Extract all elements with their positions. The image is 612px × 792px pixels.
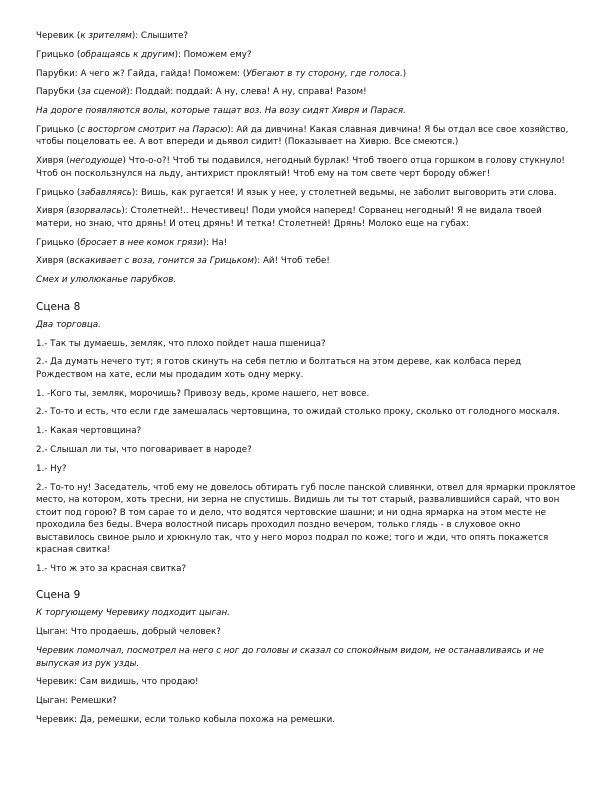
dialogue-text: Хивря ( [36, 256, 70, 267]
stage-direction-text: за сценой [80, 87, 127, 98]
dialogue-text: ) [402, 68, 407, 79]
dialogue-text: 1.- Что ж это за красная свитка? [36, 563, 187, 574]
dialogue-text: Черевик: Да, ремешки, если только кобыла похожа на ремешки. [36, 714, 335, 725]
dialogue-text: Хивря ( [36, 156, 70, 167]
script-paragraph [36, 676, 576, 689]
script-paragraph [36, 49, 576, 62]
script-paragraph [36, 255, 576, 268]
script-paragraph [36, 607, 576, 620]
dialogue-text: Грицько ( [36, 187, 81, 198]
dialogue-text: Цыган: Что продаешь, добрый человек? [36, 627, 221, 638]
stage-direction-text: забавляясь [80, 187, 132, 198]
script-paragraph [36, 237, 576, 250]
dialogue-text: 2.- То-то и есть, что если где замешалась чертовщина, то ожидай столько проку, сколько от голодного москаля. [36, 407, 560, 418]
dialogue-text: Грицько ( [36, 124, 81, 135]
dialogue-text: ): Поможем ему? [174, 49, 252, 60]
script-page [36, 30, 576, 733]
stage-direction-text: Убегают в ту сторону, где голоса. [246, 68, 403, 79]
stage-direction-text: обращаясь к другим [80, 49, 175, 60]
script-paragraph [36, 425, 576, 438]
dialogue-text: Сцена 9 [36, 589, 81, 602]
script-paragraph [36, 714, 576, 727]
dialogue-text: Парубки: А чего ж? Гайда, гайда! Поможем: ( [36, 68, 247, 79]
script-paragraph [36, 626, 576, 639]
script-paragraph [36, 406, 576, 419]
dialogue-text: ): На! [202, 237, 228, 248]
script-paragraph [36, 86, 576, 99]
script-paragraph [36, 68, 576, 81]
dialogue-text: Грицько ( [36, 237, 81, 248]
dialogue-text: Черевик: Сам видишь, что продаю! [36, 677, 199, 688]
dialogue-text: ) Что-о-о?! Чтоб ты подавился, негодный бурлак! Чтоб твоего отца горшком в голову стукнуло! Чтоб он поскользнулся на льду, антихрист проклятый! Чтоб ему на том свете черт бороду обжег! [36, 156, 565, 179]
dialogue-text: ): Поддай: поддай: А ну, слева! А ну, справа! Разом! [126, 87, 367, 98]
dialogue-text: Хивря ( [36, 206, 70, 217]
stage-direction-text: к зрителям [80, 31, 132, 41]
script-paragraph [36, 356, 576, 381]
stage-direction-text: Черевик помолчал, посмотрел на него с ног до головы и сказал со спокойным видом, не останавливаясь и не выпуская из рук узды. [36, 646, 544, 669]
dialogue-text: ): Слышите? [131, 31, 189, 41]
dialogue-text: ): Столетней!.. Нечестивец! Поди умойся наперед! Сорванец негодный! Я не видала твоей матери, но знаю, что дрянь! И отец дрянь! И тетка! Столетней! Дрянь! Молоко еще на губах: [36, 206, 542, 229]
script-paragraph [36, 563, 576, 576]
script-paragraph [36, 105, 576, 118]
stage-direction-text: бросает в нее комок грязи [80, 237, 203, 248]
dialogue-text: 1.- Какая чертовщина? [36, 426, 142, 437]
dialogue-text: Грицько ( [36, 49, 81, 60]
script-paragraph [36, 482, 576, 557]
dialogue-text: 1.- Так ты думаешь, земляк, что плохо пойдет наша пшеница? [36, 338, 326, 349]
stage-direction-text: На дороге появляются волы, которые тащат воз. На возу сидят Хивря и Парася. [36, 106, 406, 117]
stage-direction-text: К торгующему Черевику подходит цыган. [36, 608, 230, 619]
stage-direction-text: Смех и улюлюканье парубков. [36, 275, 177, 286]
dialogue-text: ): Ай да дивчина! Какая славная дивчина! Я бы отдал все свое хозяйство, чтобы поцеловать ее. А вот впереди и дьявол сидит! (Показывает на Хиврю. Все смеются.) [36, 124, 569, 148]
script-paragraph [36, 444, 576, 457]
script-paragraph [36, 155, 576, 180]
script-paragraph [36, 187, 576, 200]
dialogue-text: 1.- Ну? [36, 463, 67, 474]
stage-direction-text: с восторгом смотрит на Парасю [80, 124, 228, 135]
script-paragraph [36, 319, 576, 332]
script-paragraph [36, 30, 576, 43]
dialogue-text: Цыган: Ремешки? [36, 696, 117, 707]
dialogue-text: ): Вишь, как ругается! И язык у нее, у столетней ведьмы, не заболит выговорить эти слова. [131, 187, 557, 198]
dialogue-text: Парубки ( [36, 87, 81, 98]
stage-direction-text: взорвалась [69, 206, 122, 217]
scene-heading [36, 589, 576, 602]
stage-direction-text: вскакивает с воза, гонится за Грицьком [69, 256, 254, 267]
dialogue-text: 2.- Да думать нечего тут; я готов скинуть на себя петлю и болтаться на этом дереве, как колбаса перед Рождеством на хате, если мы продадим хоть одну мерку. [36, 357, 522, 380]
script-paragraph [36, 274, 576, 287]
script-paragraph [36, 338, 576, 351]
script-paragraph [36, 645, 576, 670]
dialogue-text: Сцена 8 [36, 300, 81, 313]
dialogue-text: 2.- Слышал ли ты, что поговаривает в народе? [36, 445, 252, 456]
stage-direction-text: Два торговца. [36, 319, 101, 330]
script-paragraph [36, 463, 576, 476]
dialogue-text: 2.- То-то ну! Заседатель, чтоб ему не довелось обтирать губ после панской сливянки, отвел для ярмарки проклятое место, на котором, хоть тресни, ни зерна не спустишь. Видишь ли ты тот старый, развалившийся сарай, что вон стоит под горою? В том сарае то и дело, что водятся чертовские шашни; и ни одна ярмарка на этом месте не проходила без беды. Вчера волостной писарь проходил поздно вечером, только глядь - в слуховое окно выставилось свиное рыло и хрюкнуло так, что у него мороз подрал по коже; того и жди, что опять покажется красная свитка! [36, 482, 576, 556]
script-paragraph [36, 388, 576, 401]
stage-direction-text: негодующе [69, 156, 123, 167]
dialogue-text: ): Ай! Чтоб тебе! [253, 256, 330, 267]
dialogue-text: Черевик ( [36, 31, 81, 41]
dialogue-text: 1. -Кого ты, земляк, морочишь? Привозу ведь, кроме нашего, нет вовсе. [36, 388, 370, 399]
script-paragraph [36, 205, 576, 230]
scene-heading [36, 301, 576, 314]
script-paragraph [36, 124, 576, 149]
script-paragraph [36, 695, 576, 708]
